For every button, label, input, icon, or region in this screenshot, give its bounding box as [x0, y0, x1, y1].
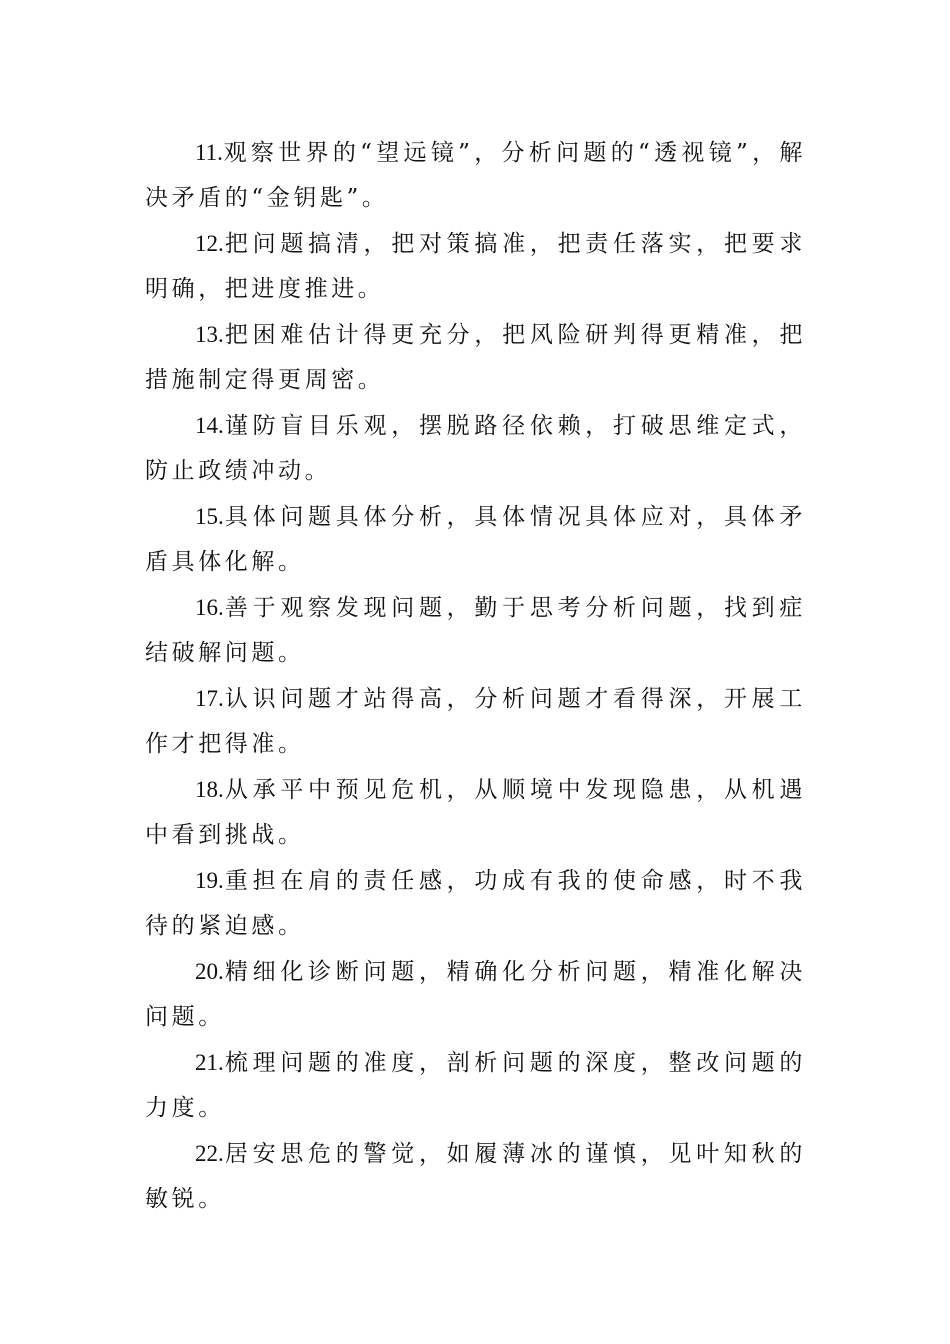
- item-text: 把困难估计得更充分，把风险研判得更精准，把措施制定得更周密。: [145, 322, 806, 393]
- item-text: 观察世界的“望远镜”，分析问题的“透视镜”，解决矛盾的“金钥匙”。: [145, 140, 806, 211]
- paragraph-16: [145, 585, 806, 676]
- paragraph-11: [145, 130, 806, 221]
- paragraph-22: [145, 1131, 806, 1222]
- item-text: 居安思危的警觉，如履薄冰的谨慎，见叶知秋的敏锐。: [145, 1141, 806, 1212]
- item-number: 11.: [195, 140, 223, 165]
- item-text: 谨防盲目乐观，摆脱路径依赖，打破思维定式，防止政绩冲动。: [145, 413, 806, 484]
- item-number: 14.: [195, 413, 224, 438]
- paragraph-14: [145, 403, 806, 494]
- paragraph-20: [145, 949, 806, 1040]
- item-number: 18.: [195, 777, 224, 802]
- paragraph-17: [145, 676, 806, 767]
- item-number: 22.: [195, 1141, 224, 1166]
- item-number: 21.: [195, 1050, 224, 1075]
- item-text: 梳理问题的准度，剖析问题的深度，整改问题的力度。: [145, 1050, 806, 1121]
- item-text: 精细化诊断问题，精确化分析问题，精准化解决问题。: [145, 959, 806, 1030]
- item-number: 12.: [195, 231, 224, 256]
- item-number: 20.: [195, 959, 224, 984]
- item-text: 善于观察发现问题，勤于思考分析问题，找到症结破解问题。: [145, 595, 806, 666]
- paragraph-12: [145, 221, 806, 312]
- document-body: [145, 130, 806, 1222]
- item-text: 从承平中预见危机，从顺境中发现隐患，从机遇中看到挑战。: [145, 777, 806, 848]
- item-text: 把问题搞清，把对策搞准，把责任落实，把要求明确，把进度推进。: [145, 231, 806, 302]
- item-text: 具体问题具体分析，具体情况具体应对，具体矛盾具体化解。: [145, 504, 806, 575]
- paragraph-15: [145, 494, 806, 585]
- item-number: 19.: [195, 868, 224, 893]
- item-number: 17.: [195, 686, 224, 711]
- item-text: 重担在肩的责任感，功成有我的使命感，时不我待的紧迫感。: [145, 868, 806, 939]
- item-text: 认识问题才站得高，分析问题才看得深，开展工作才把得准。: [145, 686, 806, 757]
- item-number: 16.: [195, 595, 224, 620]
- item-number: 15.: [195, 504, 224, 529]
- item-number: 13.: [195, 322, 224, 347]
- paragraph-13: [145, 312, 806, 403]
- paragraph-18: [145, 767, 806, 858]
- paragraph-19: [145, 858, 806, 949]
- paragraph-21: [145, 1040, 806, 1131]
